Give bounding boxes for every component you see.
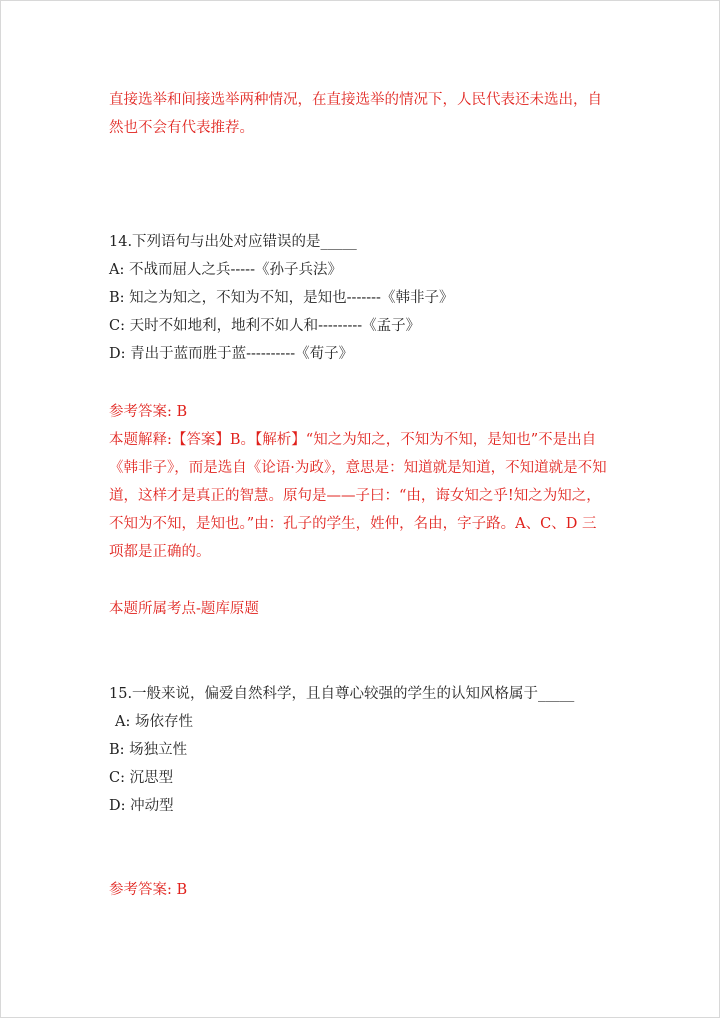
question-14-explanation-line: 道，这样才是真正的智慧。原句是——子曰：“由，诲女知之乎!知之为知之， <box>109 488 601 504</box>
question-15-option-b: B: 场独立性 <box>109 742 188 758</box>
question-14-text: 14.下列语句与出处对应错误的是_____ <box>109 234 357 250</box>
question-14-option-a: A: 不战而屈人之兵-----《孙子兵法》 <box>109 262 342 278</box>
question-15-answer: 参考答案: B <box>109 882 188 898</box>
question-14-explanation-line: 本题解释:【答案】B。【解析】“知之为知之，不知为不知，是知也”不是出自 <box>109 432 597 448</box>
intro-line: 直接选举和间接选举两种情况，在直接选举的情况下，人民代表还未选出，自 <box>109 92 602 108</box>
question-14-explanation-line: 《韩非子》，而是选自《论语·为政》，意思是：知道就是知道，不知道就是不知 <box>109 460 607 476</box>
question-14-option-d: D: 青出于蓝而胜于蓝----------《荀子》 <box>109 346 354 362</box>
question-15-text: 15.一般来说，偏爱自然科学，且自尊心较强的学生的认知风格属于_____ <box>109 686 575 702</box>
question-15-option-a: A: 场依存性 <box>115 714 193 730</box>
question-14 <box>109 228 609 368</box>
intro-line: 然也不会有代表推荐。 <box>109 120 254 136</box>
question-14-answer: 参考答案: B <box>109 404 188 420</box>
intro-explanation <box>109 86 609 142</box>
question-14-answer-block <box>109 398 609 566</box>
question-14-explanation-line: 不知为不知，是知也。”由：孔子的学生，姓仲，名由，字子路。A、C、D 三 <box>109 516 597 532</box>
question-15-option-d: D: 冲动型 <box>109 798 174 814</box>
question-14-source <box>109 595 609 623</box>
question-14-explanation-line: 项都是正确的。 <box>109 544 211 560</box>
question-15-option-c: C: 沉思型 <box>109 770 174 786</box>
question-14-option-c: C: 天时不如地利，地利不如人和---------《孟子》 <box>109 318 421 334</box>
question-14-option-b: B: 知之为知之，不知为不知，是知也-------《韩非子》 <box>109 290 454 306</box>
question-14-source-text: 本题所属考点-题库原题 <box>109 601 259 617</box>
question-15 <box>109 680 609 820</box>
question-15-answer-block <box>109 876 609 904</box>
